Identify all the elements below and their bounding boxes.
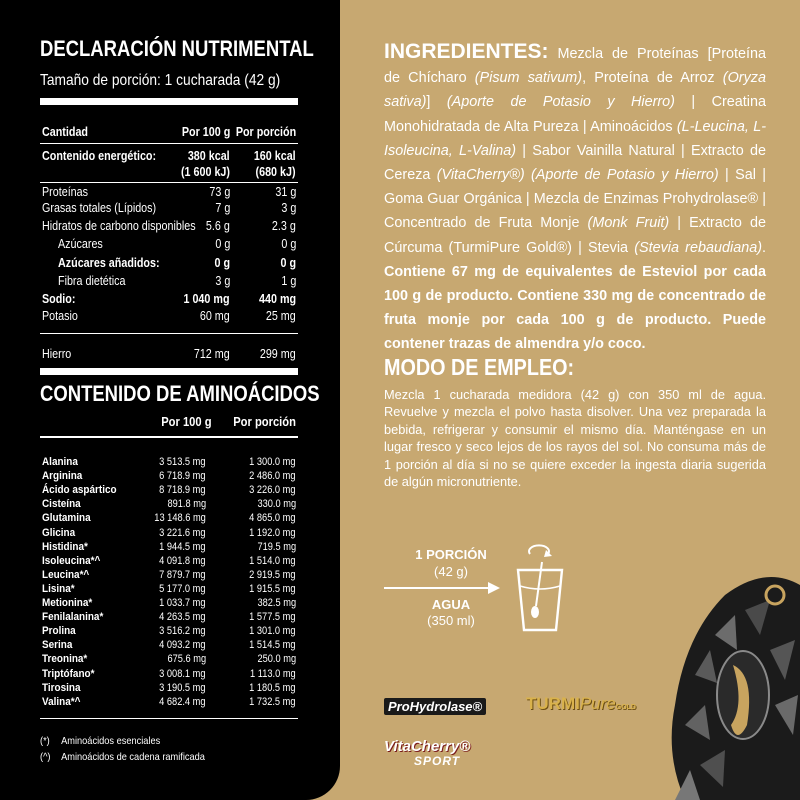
amino-note [40,751,205,763]
prohydrolase-logo: ProHydrolase® [384,698,486,715]
amino-name: Treonina* [42,653,88,666]
amino-row [40,639,298,651]
nutrient-per100: 1 040 mg [183,292,230,306]
nutrient-name: Fibra dietética [58,274,126,288]
ingredient-segment: | Creatina Monohidratada de Alta Pureza | Aminoácidos [384,94,767,135]
nutrient-name: Sodio: [42,292,76,306]
note-text: Aminoácidos de cadena ramificada [61,751,205,763]
thick-divider [40,368,298,375]
divider [40,436,298,438]
ingredients-title: INGREDIENTES: [384,40,549,63]
note-mark: (*) [40,735,50,747]
amino-per-serving: 1 180.5 mg [249,681,296,694]
amino-name: Prolina [42,625,76,638]
amino-per100: 5 177.0 mg [159,582,206,595]
amino-per-serving: 1 915.5 mg [249,582,296,595]
nutrient-per100: 60 mg [200,309,230,323]
amino-per100: 3 513.5 mg [159,456,206,468]
usage-title: MODO DE EMPLEO: [384,354,575,380]
usage-text: Mezcla 1 cucharada medidora (42 g) con 350 ml de agua. Revuelve y mezcla el polvo hasta disolver. Una vez preparada la bebida, refrigerar y consumir el mismo día. Manténgase en un lugar fresco y seco lejos de los rayos del sol. No consuma más de 1 porción al día si no se quiere exceder la ingesta diaria sugerida de algún micronutriente. [384,387,766,490]
info-panel [340,0,800,800]
ingredient-segment: ] [426,94,447,111]
nutrient-name: Proteínas [42,185,89,199]
amino-per-serving: 1 732.5 mg [249,695,296,708]
nutrient-row [40,255,298,271]
nutrient-per100: 73 g [209,185,230,199]
amino-row [40,470,298,482]
amino-per100: 13 148.6 mg [154,512,206,525]
nutrient-row [40,291,298,307]
amino-title: CONTENIDO DE AMINOÁCIDOS [40,381,320,406]
divider [40,333,298,334]
amino-per-serving: 3 226.0 mg [249,484,296,497]
amino-per-serving: 1 577.5 mg [249,611,296,624]
amino-row [40,668,298,680]
glass-icon [512,540,568,636]
vitacherry-sport-label: SPORT [414,754,461,768]
arrow-line-top [384,587,494,589]
amino-per-serving: 250.0 mg [257,653,296,666]
energy-row: Contenido energético: 380 kcal 160 kcal [42,149,296,163]
ingredient-segment: (VitaCherry®) (Aporte de Potasio y Hierro) [436,167,719,184]
nutrition-header-row: Cantidad Por 100 g Por porción [42,125,296,139]
ingredient-segment: Contiene 67 mg de equivalentes de Esteviol por cada 100 g de producto. Contiene 330 mg de concentrado de fruta monje por cada 100 g de producto. Puede contener trazas de almendra y/o coco. [384,263,766,353]
amino-row [40,555,298,567]
amino-row [40,498,298,510]
nutrient-name: Hidratos de carbono disponibles [42,219,196,233]
decorative-sculpture-image [655,555,800,800]
vitacherry-logo: VitaCherry® [384,738,471,755]
note-mark: (^) [40,751,51,763]
amino-per-serving: 1 514.5 mg [249,639,296,652]
amino-per-serving: 4 865.0 mg [249,512,296,525]
ingredient-segment: (L-Leucina, L-Isoleucina, L-Valina) [384,118,766,159]
ingredient-segment: , Proteína de Arroz [582,70,723,87]
amino-name: Serina [42,639,73,652]
nutrition-title: DECLARACIÓN NUTRIMENTAL [40,36,314,61]
amino-name: Fenilalanina* [42,611,104,624]
amino-per100: 1 944.5 mg [159,540,206,553]
amino-row [40,696,298,708]
nutrient-per-serving: 3 g [281,201,296,215]
arrow-head-icon [488,581,502,595]
amino-per-serving: 1 514.0 mg [249,554,296,567]
amino-per-serving: 1 113.0 mg [250,667,296,680]
nutrient-row [40,184,298,200]
amino-per100: 3 221.6 mg [159,526,206,539]
amino-name: Cisteína [42,498,81,511]
water-amount: (350 ml) [427,613,475,628]
amino-per100: 1 033.7 mg [159,597,206,609]
amino-name: Leucina*^ [42,568,90,581]
nutrient-name: Grasas totales (Lípidos) [42,201,157,215]
thick-divider [40,98,298,105]
nutrient-per100: 3 g [215,274,230,288]
amino-per-serving: 1 301.0 mg [249,625,296,638]
amino-per-serving: 1 300.0 mg [249,456,296,468]
amino-per-serving: 330.0 mg [257,498,296,511]
amino-name: Lisina* [42,582,75,595]
nutrient-per-serving: 0 g [281,237,296,251]
ingredient-segment: | Extracto de Cúrcuma (TurmiPure Gold®) | Stevia [384,215,766,256]
amino-per100: 7 879.7 mg [159,568,206,581]
nutrient-row [40,308,298,324]
turmipure-logo: TURMIPureGOLD [526,694,636,713]
amino-row [40,484,298,496]
amino-note [40,735,160,747]
ingredient-segment: (Stevia rebaudiana) [634,239,762,256]
amino-name: Isoleucina*^ [42,554,101,567]
amino-per100: 4 682.4 mg [159,695,206,708]
nutrition-panel [0,0,340,800]
amino-name: Alanina [42,456,78,468]
amino-name: Histidina* [42,540,88,553]
nutrient-per100: 0 g [214,256,230,270]
ingredient-segment: | Sabor Vainilla Natural | Extracto de Cereza [384,142,766,184]
ingredient-segment: Mezcla de Proteínas [Proteína de Chícharo [384,46,766,87]
amino-name: Tirosina [42,681,81,694]
amino-name: Metionina* [42,597,93,609]
ingredient-segment: | Sal | Goma Guar Orgánica | Mezcla de Enzimas Prohydrolase® | Concentrado de Fruta Monje [384,167,766,232]
nutrient-name: Potasio [42,309,78,323]
nutrient-per-serving: 0 g [280,256,296,270]
divider [40,143,298,144]
nutrient-per100: 5.6 g [206,219,230,233]
energy-kj-row: (1 600 kJ) (680 kJ) [180,165,296,179]
nutrient-row [40,273,298,289]
nutrient-name: Azúcares [58,237,103,251]
nutrient-row [40,236,298,252]
amino-row [40,541,298,553]
ingredient-segment: (Monk Fruit) [587,215,670,232]
nutrient-per-serving: 2.3 g [272,219,296,233]
amino-row [40,653,298,665]
amino-per-serving: 719.5 mg [257,540,296,553]
amino-header-row: Por 100 g Por porción [161,414,296,429]
nutrient-per-serving: 31 g [275,185,296,199]
nutrient-per-serving: 440 mg [258,292,296,306]
amino-row [40,597,298,609]
nutrient-per100: 7 g [215,201,230,215]
ingredient-segment: . [762,239,766,256]
note-text: Aminoácidos esenciales [61,735,161,747]
ingredients-text [384,40,766,357]
amino-row [40,611,298,623]
ingredient-segment: (Oryza sativa) [384,70,766,111]
nutrient-name: Azúcares añadidos: [58,256,160,270]
amino-per-serving: 1 192.0 mg [249,526,296,539]
amino-per100: 675.6 mg [167,653,206,666]
ingredient-segment: (Aporte de Potasio y Hierro) [446,94,675,111]
amino-per-serving: 2 919.5 mg [249,568,296,581]
amino-per100: 3 190.5 mg [159,681,206,694]
amino-per100: 3 516.2 mg [159,625,206,638]
amino-row [40,527,298,539]
portion-label: 1 PORCIÓN [415,547,487,562]
nutrient-per-serving: 1 g [281,274,296,288]
amino-per-serving: 382.5 mg [257,597,296,609]
amino-row [40,682,298,694]
amino-per-serving: 2 486.0 mg [249,470,296,483]
amino-per100: 6 718.9 mg [159,470,206,483]
divider [40,718,298,719]
amino-per100: 3 008.1 mg [159,667,206,680]
water-label: AGUA [431,597,471,612]
amino-per100: 4 091.8 mg [159,554,206,567]
nutrient-row [40,218,298,234]
amino-per100: 891.8 mg [167,498,206,511]
amino-row [40,625,298,637]
amino-name: Triptófano* [42,667,95,680]
iron-row: Hierro 712 mg 299 mg [42,347,296,361]
amino-per100: 4 263.5 mg [159,611,206,624]
nutrient-per100: 0 g [215,237,230,251]
nutrient-row [40,200,298,216]
portion-amount: (42 g) [434,564,468,579]
amino-per100: 4 093.2 mg [159,639,206,652]
ingredient-segment: (Pisum sativum) [474,70,583,87]
amino-name: Glutamina [42,512,91,525]
amino-row [40,569,298,581]
amino-row [40,456,298,468]
divider [40,182,298,183]
amino-name: Ácido aspártico [42,484,117,497]
amino-row [40,583,298,595]
amino-name: Valina*^ [42,695,81,708]
amino-name: Arginina [42,470,83,483]
nutrient-per-serving: 25 mg [266,309,296,323]
amino-name: Glicina [42,526,76,539]
amino-per100: 8 718.9 mg [159,484,206,497]
serving-size: Tamaño de porción: 1 cucharada (42 g) [40,72,281,89]
amino-row [40,512,298,524]
